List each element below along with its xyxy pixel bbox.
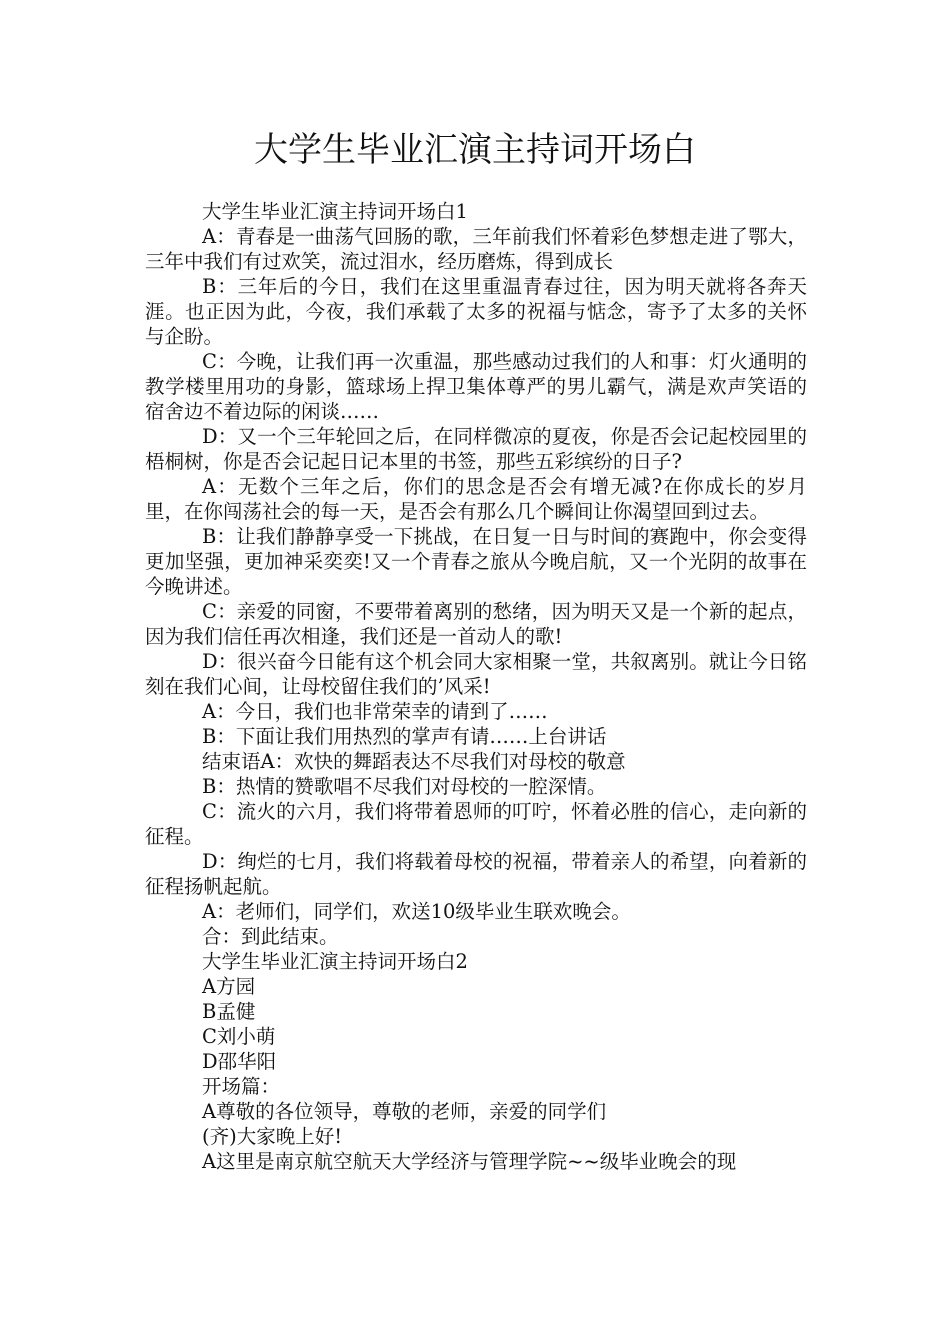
paragraph: 开场篇： — [202, 1075, 281, 1098]
document-body — [145, 199, 807, 1174]
paragraph: A这里是南京航空航天大学经济与管理学院~~级毕业晚会的现 — [202, 1150, 737, 1173]
document-title: 大学生毕业汇演主持词开场白 — [254, 130, 696, 170]
paragraph: D邵华阳 — [202, 1050, 277, 1073]
paragraph: C：亲爱的同窗，不要带着离别的愁绪，因为明天又是一个新的起点，因为我们信任再次相逢，我们还是一首动人的歌! — [145, 600, 807, 648]
paragraph: D：绚烂的七月，我们将载着母校的祝福，带着亲人的希望，向着新的征程扬帆起航。 — [145, 850, 807, 898]
paragraph: B：三年后的今日，我们在这里重温青春过往，因为明天就将各奔天涯。也正因为此，今夜，我们承载了太多的祝福与惦念，寄予了太多的关怀与企盼。 — [145, 275, 807, 348]
paragraph: C刘小萌 — [202, 1025, 276, 1048]
paragraph: A尊敬的各位领导，尊敬的老师，亲爱的同学们 — [202, 1100, 607, 1123]
paragraph: B：下面让我们用热烈的掌声有请……上台讲话 — [202, 725, 607, 748]
paragraph: A方园 — [202, 975, 256, 998]
paragraph: A：无数个三年之后，你们的思念是否会有增无减?在你成长的岁月里，在你闯荡社会的每一天，是否会有那么几个瞬间让你渴望回到过去。 — [145, 475, 807, 523]
paragraph: B：让我们静静享受一下挑战，在日复一日与时间的赛跑中，你会变得更加坚强，更加神采奕奕!又一个青春之旅从今晚启航，又一个光阴的故事在今晚讲述。 — [145, 525, 807, 598]
paragraph: D：很兴奋今日能有这个机会同大家相聚一堂，共叙离别。就让今日铭刻在我们心间，让母校留住我们的’风采! — [145, 650, 807, 698]
paragraph: A：老师们，同学们，欢送10级毕业生联欢晚会。 — [202, 900, 631, 923]
paragraph: 结束语A：欢快的舞蹈表达不尽我们对母校的敬意 — [202, 750, 626, 773]
paragraph: C：流火的六月，我们将带着恩师的叮咛，怀着必胜的信心，走向新的征程。 — [145, 800, 807, 848]
paragraph: 合：到此结束。 — [202, 925, 339, 948]
paragraph: A：今日，我们也非常荣幸的请到了…… — [202, 700, 548, 723]
paragraph: C：今晚，让我们再一次重温，那些感动过我们的人和事：灯火通明的教学楼里用功的身影，篮球场上捍卫集体尊严的男儿霸气，满是欢声笑语的宿舍边不着边际的闲谈…… — [145, 350, 807, 423]
paragraph: (齐)大家晚上好! — [202, 1125, 343, 1148]
paragraph: D：又一个三年轮回之后，在同样微凉的夏夜，你是否会记起校园里的梧桐树，你是否会记起日记本里的书签，那些五彩缤纷的日子? — [145, 425, 807, 473]
paragraph: B：热情的赞歌唱不尽我们对母校的一腔深情。 — [202, 775, 607, 798]
paragraph: 大学生毕业汇演主持词开场白2 — [202, 950, 468, 973]
paragraph: B孟健 — [202, 1000, 256, 1023]
paragraph: A：青春是一曲荡气回肠的歌，三年前我们怀着彩色梦想走进了鄂大，三年中我们有过欢笑，流过泪水，经历磨炼，得到成长 — [145, 225, 807, 273]
paragraph: 大学生毕业汇演主持词开场白1 — [202, 200, 468, 223]
